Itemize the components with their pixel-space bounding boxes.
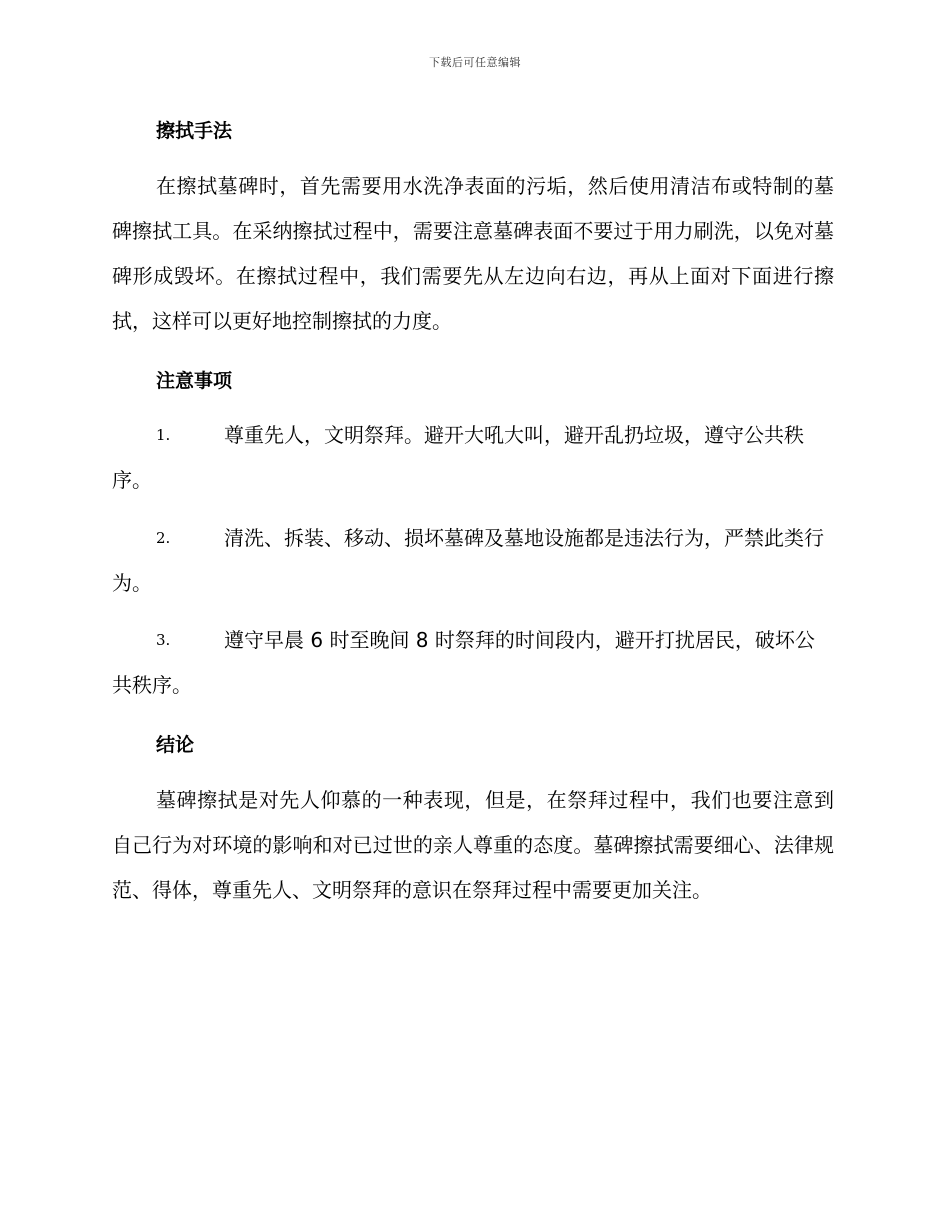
- list-item-number: 3.: [156, 631, 171, 649]
- list-item: [112, 516, 834, 606]
- section-heading-conclusion: 结论: [156, 734, 195, 756]
- list-item: [112, 618, 834, 708]
- page-header-note: 下载后可任意编辑: [429, 56, 521, 69]
- list-item-number: 1.: [156, 426, 171, 444]
- list-item-text: 尊重先人，文明祭拜。避开大吼大叫，避开乱扔垃圾，遵守公共秩序。: [112, 423, 804, 492]
- paragraph-conclusion: 墓碑擦拭是对先人仰慕的一种表现，但是，在祭拜过程中，我们也要注意到自己行为对环境的影响和对已过世的亲人尊重的态度。墓碑擦拭需要细心、法律规范、得体，尊重先人、文明祭拜的意识在祭拜过程中需要更加关注。: [112, 788, 834, 902]
- list-item-text: 清洗、拆装、移动、损坏墓碑及墓地设施都是违法行为，严禁此类行为。: [112, 526, 824, 595]
- list-item-number: 2.: [156, 529, 171, 547]
- section-heading-wiping-method: 擦拭手法: [156, 120, 233, 142]
- section-heading-precautions: 注意事项: [156, 370, 233, 392]
- list-item: [112, 413, 834, 503]
- paragraph-wiping-method: 在擦拭墓碑时，首先需要用水洗净表面的污垢，然后使用清洁布或特制的墓碑擦拭工具。在采纳擦拭过程中，需要注意墓碑表面不要过于用力刷洗，以免对墓碑形成毁坏。在擦拭过程中，我们需要先从左边向右边，再从上面对下面进行擦拭，这样可以更好地控制擦拭的力度。: [112, 174, 834, 333]
- list-item-text: 遵守早晨 6 时至晚间 8 时祭拜的时间段内，避开打扰居民，破坏公共秩序。: [112, 628, 815, 697]
